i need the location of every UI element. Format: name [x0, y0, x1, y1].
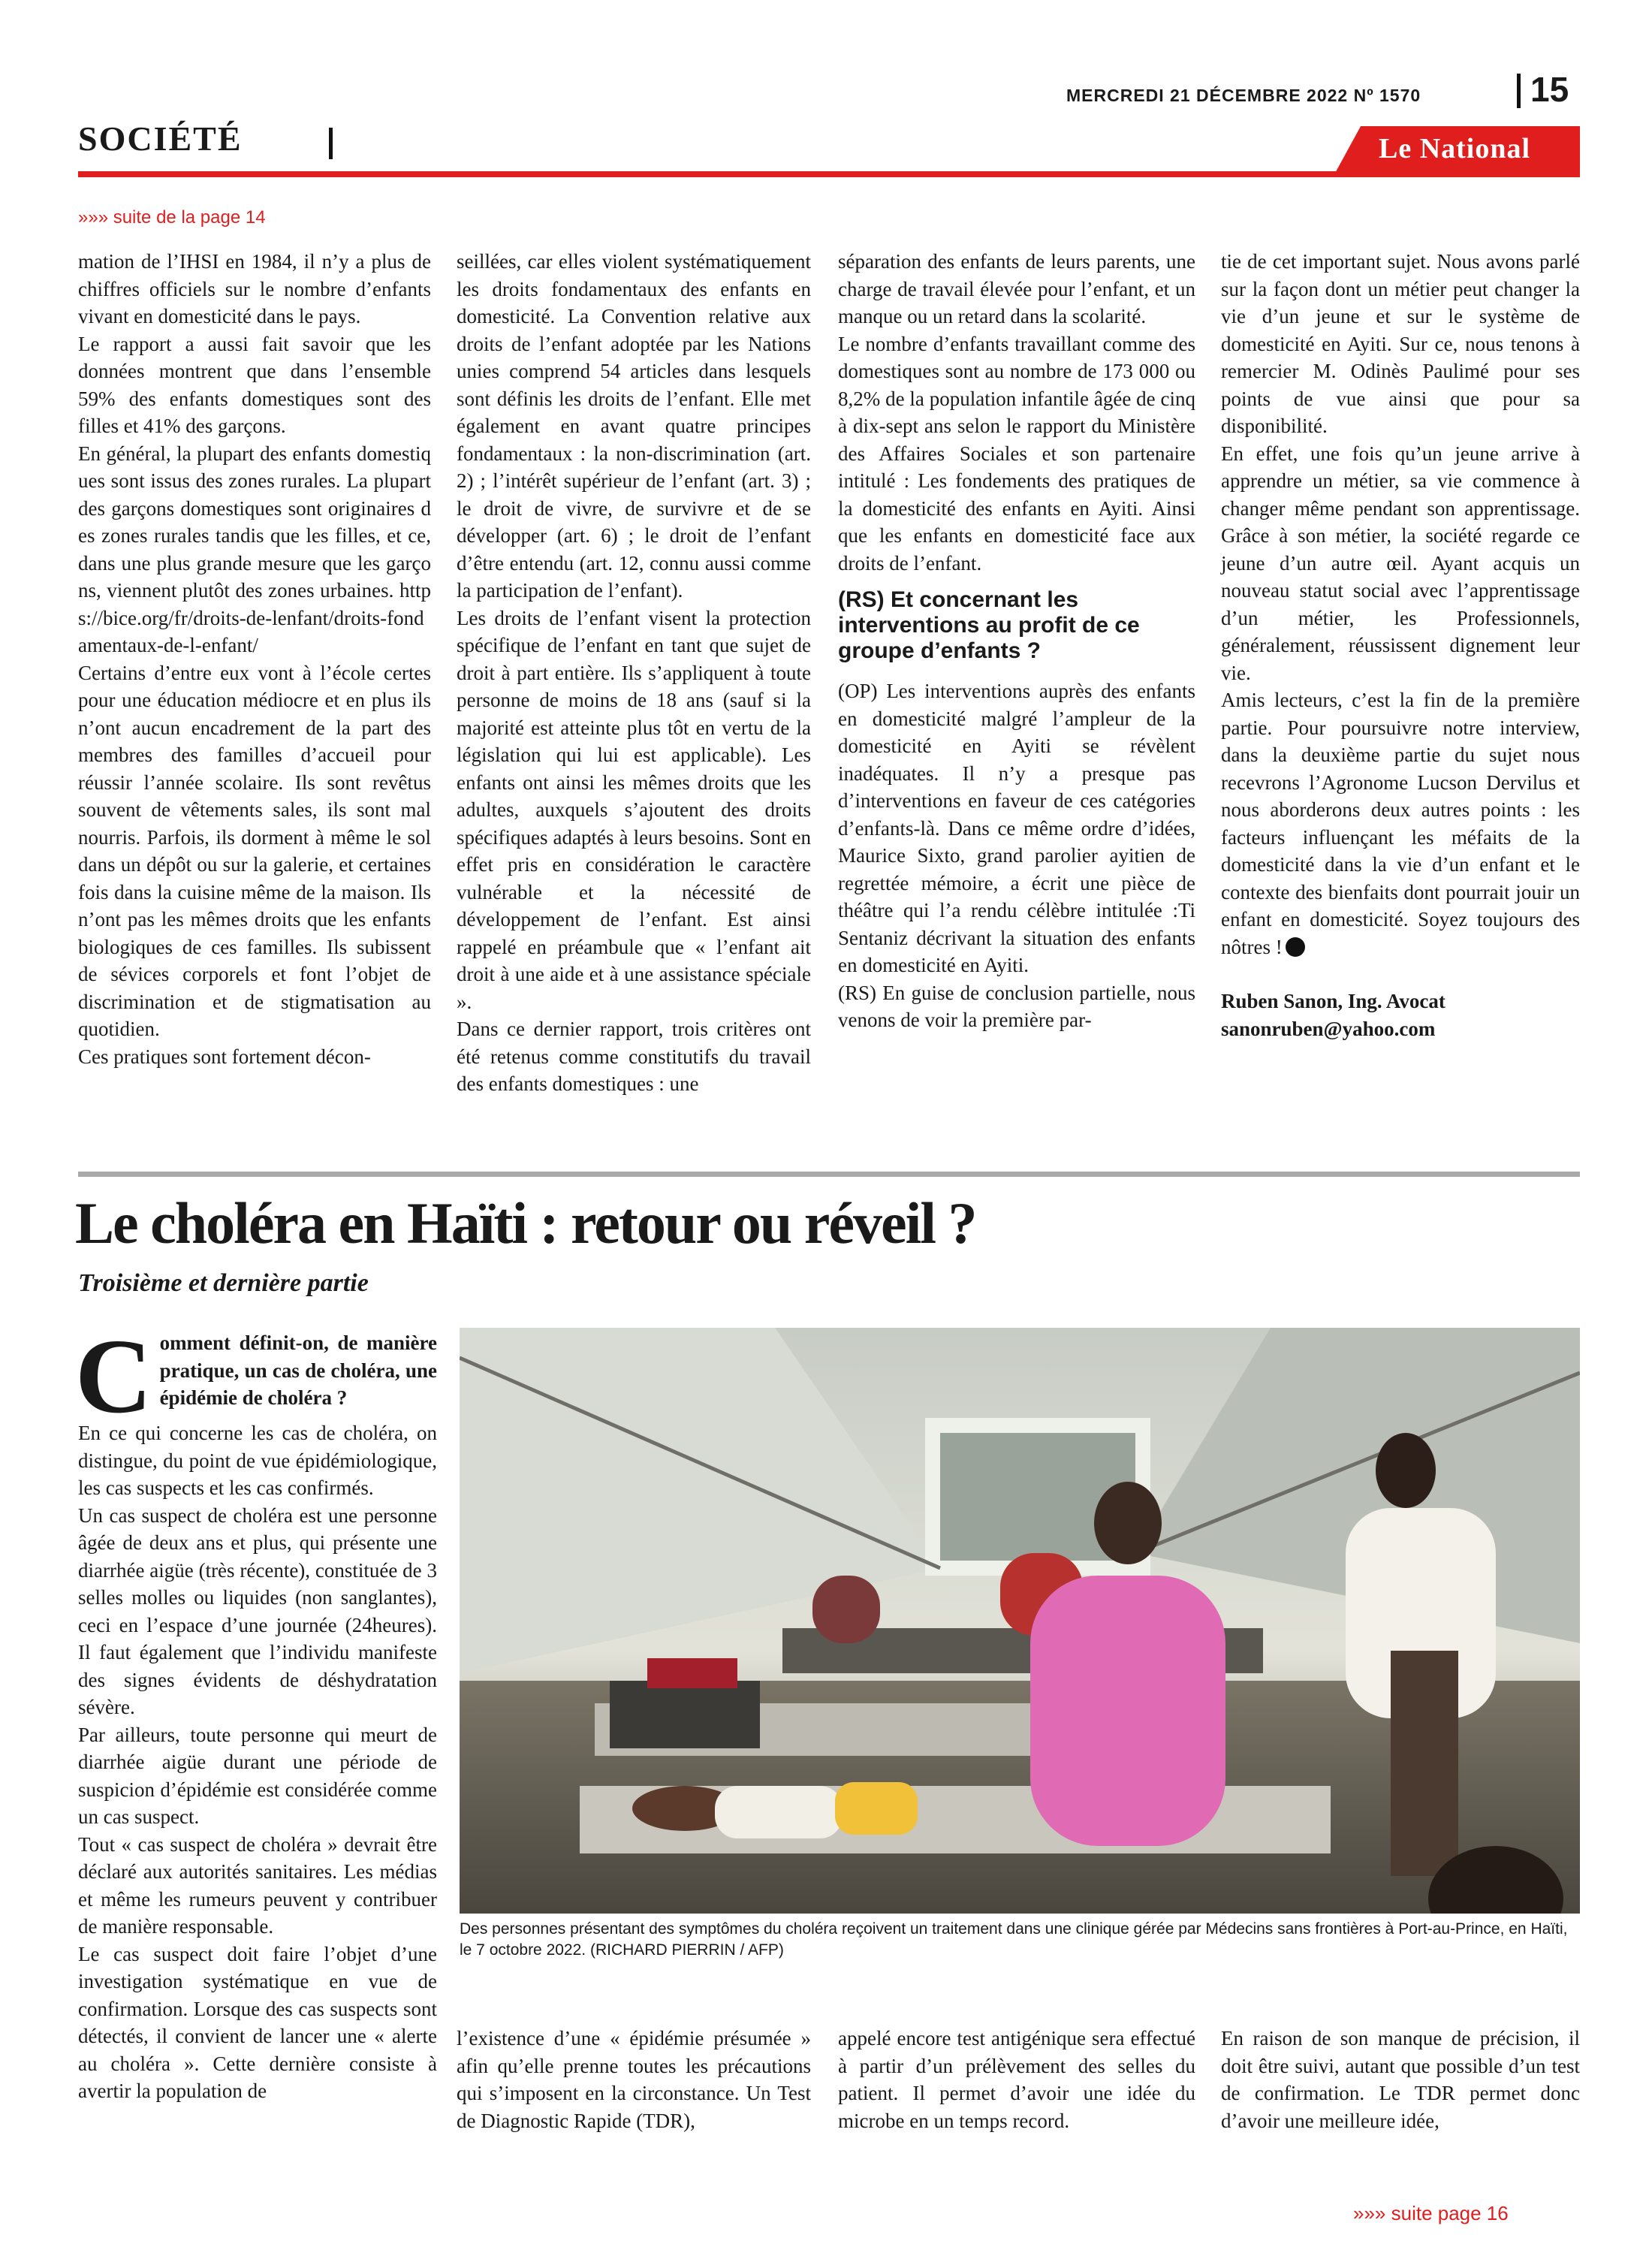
- article1-column-2: [457, 248, 811, 1098]
- section-title: SOCIÉTÉ: [78, 119, 243, 158]
- paragraph: appelé encore test antigénique sera effectué à partir d’un prélèvement des selles du patient. Il permet d’avoir une idée du microbe en un temps record.: [838, 2027, 1195, 2132]
- lead-question: omment définit-on, de manière pratique, un cas de choléra, une épidémie de choléra ?: [159, 1332, 437, 1409]
- paragraph: Les droits de l’enfant visent la protection spécifique de l’enfant en tant que sujet de droit à part entière. Ils s’appliquent à toute personne de moins de 18 ans (sauf si la majorité est atteinte plus tôt en vertu de la législation qui lui est applicable). Les enfants ont ainsi les mêmes droits que les adultes, auxquels s’ajoutent des droits spécifiques adaptés à leurs besoins. Sont en effet pris en considération le caractère vulnérable et la nécessité de développement de l’enfant. Est ainsi rappelé en préambule que « l’enfant ait droit à une aide et à une assistance spéciale ».: [457, 606, 811, 1013]
- paragraph: Ces pratiques sont fortement décon-: [78, 1045, 371, 1068]
- article1-column-1: [78, 248, 431, 1070]
- article2-column-2: [457, 2025, 811, 2134]
- author-name: Ruben Sanon, Ing. Avocat: [1221, 990, 1446, 1012]
- article2-column-4: [1221, 2025, 1580, 2134]
- article2-column-1: [75, 1317, 437, 2105]
- paragraph: Le nombre d’enfants travaillant comme des domestiques sont au nombre de 173 000 ou 8,2% de la population infantile âgée de cinq à dix-sept ans selon le rapport du Ministère des Affaires Sociales et son partenaire intitulé : Les fondements des pratiques de la domesticité des enfants en Ayiti. Ainsi que les enfants en domesticité face aux droits de l’enfant.: [838, 332, 1195, 575]
- paragraph: [1221, 686, 1580, 961]
- brand-name: Le National: [1379, 133, 1531, 164]
- cholera-clinic-photo: [460, 1328, 1580, 1914]
- article2-column-3: [838, 2025, 1195, 2134]
- paragraph: (OP) Les interventions auprès des enfants en domesticité malgré l’ampleur de la domesticité en Ayiti se révèlent inadéquates. Il n’y a presque pas d’interventions en faveur de ces catégories d’enfants-là. Dans ce même ordre d’idées, Maurice Sixto, grand parolier ayitien de regrettée mémoire, a écrit une pièce de théâtre qui l’a rendu célèbre intitulée :Ti Sentaniz décrivant la situation des enfants en domesticité en Ayiti.: [838, 680, 1195, 976]
- interview-question-heading: (RS) Et concernant les interventions au profit de ce groupe d’enfants ?: [838, 587, 1140, 663]
- lead-paragraph: [75, 1317, 437, 1435]
- paragraph: séparation des enfants de leurs parents, une charge de travail élevée pour l’enfant, et un manque ou un retard dans la scolarité.: [838, 250, 1195, 327]
- paragraph: Dans ce dernier rapport, trois critères ont été retenus comme constitutifs du travail des enfants domestiques : une: [457, 1018, 811, 1095]
- paragraph: seillées, car elles violent systématiquement les droits fondamentaux des enfants en domesticité. La Convention relative aux droits de l’enfant adoptée par les Nations unies comprend 54 articles dans lesquels sont définis les droits de l’enfant. Elle met également en avant quatre principes fondamentaux : la non-discrimination (art. 2) ; l’intérêt supérieur de l’enfant (art. 3) ; le droit de vivre, de survivre et de se développer (art. 6) ; le droit de l’enfant d’être entendu (art. 12, connu aussi comme la participation de l’enfant).: [457, 250, 811, 602]
- article2-title: Le choléra en Haïti : retour ou réveil ?: [75, 1190, 976, 1256]
- continued-on-link[interactable]: »»» suite page 16: [1353, 2202, 1509, 2224]
- paragraph: (RS) En guise de conclusion partielle, nous venons de voir la première par-: [838, 981, 1195, 1031]
- end-of-article-icon: [1286, 937, 1305, 957]
- page-number-divider: [1517, 74, 1521, 108]
- article2-subtitle: Troisième et dernière partie: [78, 1269, 369, 1297]
- paragraph: l’existence d’une « épidémie présumée » afin qu’elle prenne toutes les précautions qui s’imposent en la circonstance. Un Test de Diagnostic Rapide (TDR),: [457, 2027, 811, 2132]
- article-separator: [78, 1172, 1580, 1177]
- continued-from-link[interactable]: »»» suite de la page 14: [78, 207, 266, 228]
- paragraph: Certains d’entre eux vont à l’école certes pour une éducation médiocre et en plus ils n’ont aucun encadrement de la part des membres des familles d’accueil pour réussir l’année scolaire. Ils sont revêtus souvent de vêtements sales, ils sont mal nourris. Parfois, ils dorment à même le sol dans un dépôt ou sur la galerie, et certaines fois dans la cuisine même de la maison. Ils n’ont pas les mêmes droits que les enfants biologiques de ces familles. Ils subissent de sévices corporels et font l’objet de discrimination et de stigmatisation au quotidien.: [78, 661, 431, 1040]
- paragraph: En ce qui concerne les cas de choléra, on distingue, du point de vue épidémiologique, les cas suspects et les cas confirmés.: [78, 1422, 437, 1499]
- paragraph: Par ailleurs, toute personne qui meurt de diarrhée aigüe durant une période de suspicion d’épidémie est considérée comme un cas suspect.: [78, 1723, 437, 1828]
- paragraph: En effet, une fois qu’un jeune arrive à apprendre un métier, sa vie commence à changer même pendant son apprentissage. Grâce à son métier, la société regarde ce jeune d’un autre œil. Ayant acquis un nouveau statut social avec l’apprentissage d’un métier, les Professionnels, généralement, réussissent dignement leur vie.: [1221, 442, 1580, 684]
- paragraph: mation de l’IHSI en 1984, il n’y a plus de chiffres officiels sur le nombre d’enfants vivant en domesticité dans le pays.: [78, 250, 431, 327]
- paragraph: tie de cet important sujet. Nous avons parlé sur la façon dont un métier peut changer la vie d’un jeune et sur le système de domesticité en Ayiti. Sur ce, nous tenons à remercier M. Odinès Paulimé pour ses points de vue ainsi que pour sa disponibilité.: [1221, 250, 1580, 437]
- issue-date: MERCREDI 21 DÉCEMBRE 2022 Nº 1570: [1066, 86, 1421, 105]
- article1-column-3: [838, 248, 1195, 1034]
- page-number: 15: [1530, 70, 1569, 109]
- paragraph: En général, la plupart des enfants domestiques sont issus des zones rurales. La plupart des garçons domestiques sont originaires des zones rurales tandis que les filles, et ce, dans une plus grande mesure que les garçons, viennent plutôt des zones urbaines. https://bice.org/fr/droits-de-lenfant/droits-fondamentaux-de-l-enfant/: [78, 442, 431, 656]
- paragraph: Le cas suspect doit faire l’objet d’une investigation systématique en vue de confirmation. Lorsque des cas suspects sont détectés, il convient de lancer une « alerte au choléra ». Cette dernière consiste à avertir la population de: [78, 1942, 437, 2102]
- author-email[interactable]: sanonruben@yahoo.com: [1221, 1017, 1436, 1040]
- article1-column-4: [1221, 248, 1580, 1042]
- section-divider: [329, 128, 333, 159]
- paragraph: Un cas suspect de choléra est une personne âgée de deux ans et plus, qui présente une diarrhée aigüe (très récente), constituée de 3 selles molles ou liquides (non sanglantes), ceci en l’espace d’une journée (24heures). Il faut également que l’individu manifeste des signes évidents de déshydratation sévère.: [78, 1504, 437, 1718]
- drop-cap: C: [75, 1317, 152, 1435]
- paragraph: En raison de son manque de précision, il doit être suivi, autant que possible d’un test de confirmation. Le TDR permet donc d’avoir une meilleure idée,: [1221, 2027, 1580, 2132]
- paragraph: Le rapport a aussi fait savoir que les données montrent que dans l’ensemble 59% des enfants domestiques sont des filles et 41% des garçons.: [78, 332, 431, 437]
- photo-caption: Des personnes présentant des symptômes du choléra reçoivent un traitement dans une clinique gérée par Médecins sans frontières à Port-au-Prince, en Haïti, le 7 octobre 2022. (RICHARD PIERRIN / AFP): [460, 1920, 1568, 1959]
- paragraph-text: Amis lecteurs, c’est la fin de la première partie. Pour poursuivre notre interview, dans la deuxième partie du sujet nous recevrons l’Agronome Lucson Dervilus et nous aborderons deux autres points : les facteurs influençant les méfaits de la domesticité dans la vie d’un enfant et le contexte des bienfaits dont pourrait jouir un enfant en domesticité. Soyez toujours des nôtres !: [1221, 689, 1580, 958]
- paragraph: Tout « cas suspect de choléra » devrait être déclaré aux autorités sanitaires. Les médias et même les rumeurs peuvent y contribuer de manière responsable.: [78, 1832, 437, 1938]
